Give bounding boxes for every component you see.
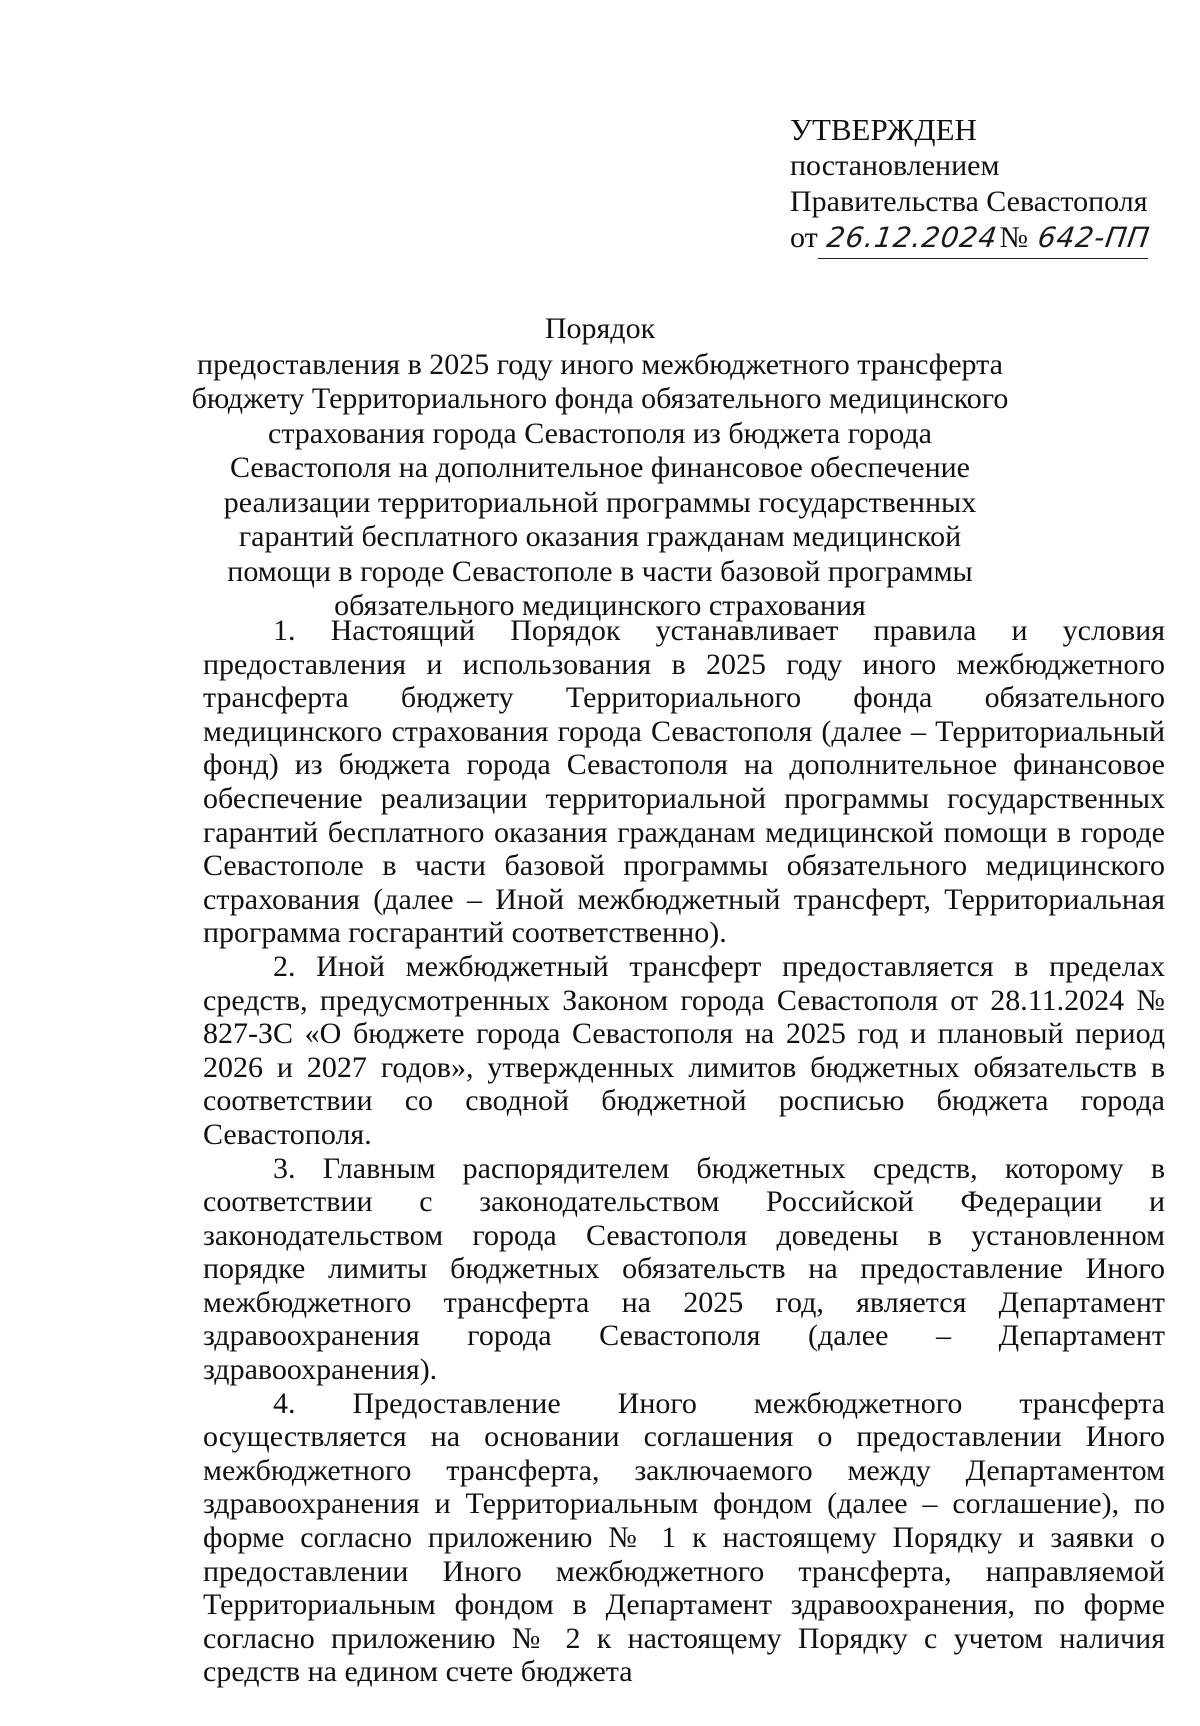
document-title: Порядок [544,312,656,345]
approval-stamp [790,112,1170,260]
approval-number-sign: № [999,221,1029,254]
document-subtitle: предоставления в 2025 году иного межбюджетного трансферта бюджету Территориального фонда обязательного медицинского страхования города Севастополя из бюджета города Севастополя на дополнительное финансовое обеспечение реализации территориальной программы государственных гарантий бесплатного оказания гражданам медицинской помощи в городе Севастополе в части базовой программы обязательного медицинского страхования [191,347,1009,622]
document-title-block [190,312,1010,624]
approval-line-resolution: постановлением [790,149,1000,182]
document-body [203,614,1165,1689]
approval-date-handwritten: 26.12.2024 [824,221,1000,254]
approval-underline [818,258,1148,259]
approval-line-government: Правительства Севастополя [790,185,1148,218]
paragraph-3: 3. Главным распорядителем бюджетных средств, которому в соответствии с законодательством Российской Федерации и законодательством города Севастополя доведены в установленном порядке лимиты бюджетных обязательств на предоставление Иного межбюджетного трансферта на 2025 год, является Департамент здравоохранения города Севастополя (далее – Департамент здравоохранения). [203,1151,1165,1387]
paragraph-2: 2. Иной межбюджетный трансферт предоставляется в пределах средств, предусмотренных Законом города Севастополя от 28.11.2024 № 827-ЗС «О бюджете города Севастополя на 2025 год и плановый период 2026 и 2027 годов», утвержденных лимитов бюджетных обязательств в соответствии со сводной бюджетной росписью бюджета города Севастополя. [203,949,1165,1151]
approval-number-handwritten: 642-ПП [1035,221,1152,254]
approval-date-line [790,220,1170,260]
approval-title: УТВЕРЖДЕН [790,112,977,147]
paragraph-1: 1. Настоящий Порядок устанавливает правила и условия предоставления и использования в 2025 году иного межбюджетного трансферта бюджету Территориального фонда обязательного медицинского страхования города Севастополя (далее – Территориальный фонд) из бюджета города Севастополя на дополнительное финансовое обеспечение реализации территориальной программы государственных гарантий бесплатного оказания гражданам медицинской помощи в городе Севастополе в части базовой программы обязательного медицинского страхования (далее – Иной межбюджетный трансферт, Территориальная программа госгарантий соответственно). [203,614,1165,950]
approval-date-prefix: от [790,221,818,254]
paragraph-4: 4. Предоставление Иного межбюджетного трансферта осуществляется на основании соглашения о предоставлении Иного межбюджетного трансферта, заключаемого между Департаментом здравоохранения и Территориальным фондом (далее – соглашение), по форме согласно приложению № 1 к настоящему Порядку и заявки о предоставлении Иного межбюджетного трансферта, направляемой Территориальным фондом в Департамент здравоохранения, по форме согласно приложению № 2 к настоящему Порядку с учетом наличия средств на едином счете бюджета [203,1386,1165,1689]
